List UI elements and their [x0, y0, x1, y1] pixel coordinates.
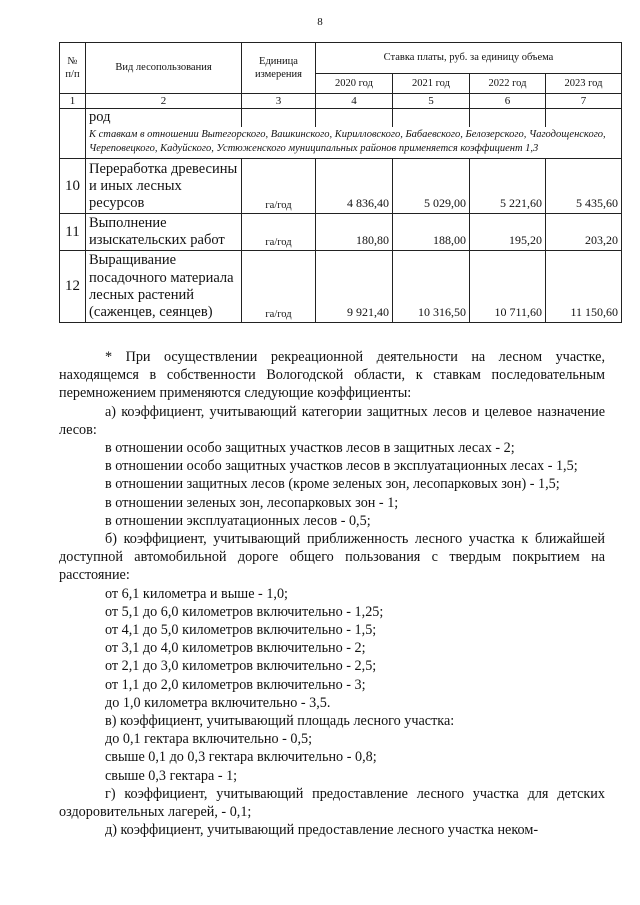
paragraph: в отношении зеленых зон, лесопарковых зон - 1; [105, 494, 399, 511]
rate-2023: 5 435,60 [546, 159, 622, 214]
paragraph: от 3,1 до 4,0 километров включительно - 2; [105, 640, 366, 657]
rate-2022: 195,20 [470, 214, 546, 251]
continuation-row [60, 109, 622, 127]
row-unit: га/год [242, 251, 316, 322]
table-row [60, 159, 622, 214]
paragraph: в отношении защитных лесов (кроме зеленых зон, лесопарковых зон) - 1,5; [105, 476, 560, 493]
header-type: Вид лесопользования [86, 43, 242, 94]
column-number: 1 [60, 94, 86, 109]
column-number: 2 [86, 94, 242, 109]
paragraph: а) коэффициент, учитывающий категории защитных лесов и целевое назначение лесов: [59, 403, 605, 438]
row-name: Выполнение изыскательских работ [86, 214, 242, 251]
paragraph: от 1,1 до 2,0 километров включительно - 3; [105, 676, 366, 693]
row-name: Переработка древесины и иных лесных ресурсов [86, 159, 242, 214]
rate-2020: 4 836,40 [316, 159, 393, 214]
rate-2021: 10 316,50 [393, 251, 470, 322]
row-number: 11 [60, 214, 86, 251]
rate-2020: 9 921,40 [316, 251, 393, 322]
rate-2022: 5 221,60 [470, 159, 546, 214]
page-number: 8 [317, 16, 323, 28]
coefficients-text [59, 348, 605, 839]
paragraph: в отношении эксплуатационных лесов - 0,5; [105, 512, 371, 529]
paragraph: б) коэффициент, учитывающий приближенность лесного участка к ближайшей доступной автомобильной дороге общего пользования с твердым покрытием на расстояние: [59, 531, 605, 584]
paragraph: до 0,1 гектара включительно - 0,5; [105, 731, 313, 748]
header-num: № п/п [60, 43, 86, 94]
paragraph: свыше 0,3 гектара - 1; [105, 767, 238, 784]
rate-2022: 10 711,60 [470, 251, 546, 322]
column-number: 3 [242, 94, 316, 109]
column-number: 6 [470, 94, 546, 109]
rates-table [59, 42, 622, 323]
rate-2023: 11 150,60 [546, 251, 622, 322]
paragraph: д) коэффициент, учитывающий предоставление лесного участка неком- [105, 822, 539, 839]
header-year-2022: 2022 год [470, 74, 546, 94]
header-year-2020: 2020 год [316, 74, 393, 94]
paragraph: * При осуществлении рекреационной деятельности на лесном участке, находящемся в собственности Вологодской области, к ставкам последовательным перемножением применяются следующие коэффициенты: [59, 349, 605, 402]
paragraph: от 6,1 километра и выше - 1,0; [105, 585, 288, 602]
rate-2021: 188,00 [393, 214, 470, 251]
row-number: 10 [60, 159, 86, 214]
continuation-text: род [86, 109, 242, 127]
paragraph: в) коэффициент, учитывающий площадь лесного участка: [105, 713, 455, 730]
table-row [60, 251, 622, 322]
header-year-2021: 2021 год [393, 74, 470, 94]
rate-2020: 180,80 [316, 214, 393, 251]
regional-coefficient-note: К ставкам в отношении Вытегорского, Вашкинского, Кирилловского, Бабаевского, Белозерского, Чагодощенского, Череповецкого, Кадуйского, Устюженского муниципальных районов применяется коэффициент 1,3 [86, 127, 622, 159]
paragraph: от 5,1 до 6,0 километров включительно - 1,25; [105, 603, 384, 620]
paragraph: свыше 0,1 до 0,3 гектара включительно - 0,8; [105, 749, 377, 766]
rate-2023: 203,20 [546, 214, 622, 251]
paragraph: в отношении особо защитных участков лесов в эксплуатационных лесах - 1,5; [105, 458, 578, 475]
rate-2021: 5 029,00 [393, 159, 470, 214]
column-number: 5 [393, 94, 470, 109]
row-name: Выращивание посадочного материала лесных растений (саженцев, сеянцев) [86, 251, 242, 322]
paragraph: г) коэффициент, учитывающий предоставление лесного участка для детских оздоровительных лагерей, - 0,1; [59, 785, 605, 821]
header-rate: Ставка платы, руб. за единицу объема [316, 43, 622, 74]
row-number: 12 [60, 251, 86, 322]
row-unit: га/год [242, 159, 316, 214]
paragraph: от 2,1 до 3,0 километров включительно - 2,5; [105, 658, 377, 675]
paragraph: в отношении особо защитных участков лесов в защитных лесах - 2; [105, 440, 515, 457]
header-year-2023: 2023 год [546, 74, 622, 94]
row-unit: га/год [242, 214, 316, 251]
column-number: 4 [316, 94, 393, 109]
column-number: 7 [546, 94, 622, 109]
header-unit: Единица измерения [242, 43, 316, 94]
paragraph: до 1,0 километра включительно - 3,5. [105, 694, 331, 711]
note-row [60, 127, 622, 159]
table-row [60, 214, 622, 251]
paragraph: от 4,1 до 5,0 километров включительно - 1,5; [105, 622, 377, 639]
column-number-row [60, 94, 622, 109]
table-header-row [60, 43, 622, 74]
